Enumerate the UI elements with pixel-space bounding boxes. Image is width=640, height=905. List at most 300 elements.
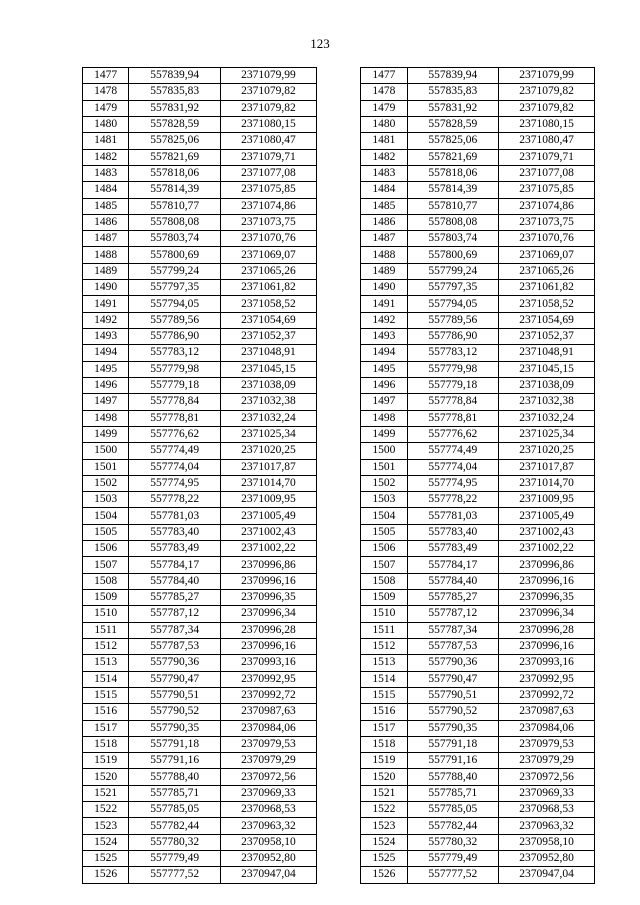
column-gap <box>316 867 360 883</box>
table-row <box>83 785 595 801</box>
y-coordinate-cell: 2371009,95 <box>499 492 595 508</box>
y-coordinate-cell: 2371074,86 <box>221 198 317 214</box>
y-coordinate-cell: 2371061,82 <box>221 280 317 296</box>
column-gap <box>316 606 360 622</box>
point-number-cell: 1499 <box>361 426 407 442</box>
y-coordinate-cell: 2370972,56 <box>499 769 595 785</box>
y-coordinate-cell: 2371074,86 <box>499 198 595 214</box>
y-coordinate-cell: 2370993,16 <box>499 655 595 671</box>
y-coordinate-cell: 2371075,85 <box>221 182 317 198</box>
table-row <box>83 687 595 703</box>
x-coordinate-cell: 557786,90 <box>407 329 499 345</box>
column-gap <box>316 377 360 393</box>
x-coordinate-cell: 557825,06 <box>407 133 499 149</box>
point-number-cell: 1517 <box>83 720 129 736</box>
y-coordinate-cell: 2370987,63 <box>499 704 595 720</box>
point-number-cell: 1480 <box>83 116 129 132</box>
point-number-cell: 1499 <box>83 426 129 442</box>
table-row <box>83 753 595 769</box>
y-coordinate-cell: 2370984,06 <box>221 720 317 736</box>
column-gap <box>316 280 360 296</box>
x-coordinate-cell: 557839,94 <box>407 68 499 84</box>
x-coordinate-cell: 557774,49 <box>407 443 499 459</box>
x-coordinate-cell: 557808,08 <box>129 214 221 230</box>
point-number-cell: 1492 <box>361 312 407 328</box>
y-coordinate-cell: 2370979,29 <box>499 753 595 769</box>
point-number-cell: 1477 <box>83 68 129 84</box>
point-number-cell: 1520 <box>83 769 129 785</box>
point-number-cell: 1501 <box>361 459 407 475</box>
table-row <box>83 508 595 524</box>
y-coordinate-cell: 2371002,43 <box>221 524 317 540</box>
table-row <box>83 312 595 328</box>
point-number-cell: 1488 <box>361 247 407 263</box>
x-coordinate-cell: 557785,71 <box>407 785 499 801</box>
x-coordinate-cell: 557808,08 <box>407 214 499 230</box>
x-coordinate-cell: 557779,49 <box>129 851 221 867</box>
column-gap <box>316 68 360 84</box>
x-coordinate-cell: 557778,22 <box>129 492 221 508</box>
y-coordinate-cell: 2370979,29 <box>221 753 317 769</box>
column-gap <box>316 802 360 818</box>
y-coordinate-cell: 2370972,56 <box>221 769 317 785</box>
point-number-cell: 1487 <box>361 231 407 247</box>
column-gap <box>316 851 360 867</box>
column-gap <box>316 459 360 475</box>
column-gap <box>316 720 360 736</box>
table-row <box>83 443 595 459</box>
table-row <box>83 426 595 442</box>
point-number-cell: 1523 <box>83 818 129 834</box>
table-row <box>83 622 595 638</box>
point-number-cell: 1482 <box>83 149 129 165</box>
y-coordinate-cell: 2371045,15 <box>499 361 595 377</box>
y-coordinate-cell: 2371079,71 <box>221 149 317 165</box>
x-coordinate-cell: 557790,52 <box>129 704 221 720</box>
x-coordinate-cell: 557791,18 <box>129 736 221 752</box>
point-number-cell: 1511 <box>361 622 407 638</box>
point-number-cell: 1524 <box>83 834 129 850</box>
point-number-cell: 1493 <box>83 329 129 345</box>
x-coordinate-cell: 557799,24 <box>129 263 221 279</box>
table-row <box>83 720 595 736</box>
x-coordinate-cell: 557790,52 <box>407 704 499 720</box>
y-coordinate-cell: 2371080,47 <box>499 133 595 149</box>
x-coordinate-cell: 557778,81 <box>129 410 221 426</box>
point-number-cell: 1489 <box>83 263 129 279</box>
x-coordinate-cell: 557821,69 <box>407 149 499 165</box>
y-coordinate-cell: 2370996,16 <box>499 638 595 654</box>
y-coordinate-cell: 2371048,91 <box>221 345 317 361</box>
table-row <box>83 524 595 540</box>
x-coordinate-cell: 557790,51 <box>407 687 499 703</box>
point-number-cell: 1494 <box>83 345 129 361</box>
coordinates-table <box>82 67 595 884</box>
x-coordinate-cell: 557781,03 <box>129 508 221 524</box>
y-coordinate-cell: 2371069,07 <box>499 247 595 263</box>
x-coordinate-cell: 557782,44 <box>129 818 221 834</box>
x-coordinate-cell: 557774,95 <box>407 475 499 491</box>
table-row <box>83 459 595 475</box>
x-coordinate-cell: 557814,39 <box>407 182 499 198</box>
y-coordinate-cell: 2370979,53 <box>499 736 595 752</box>
table-row <box>83 573 595 589</box>
point-number-cell: 1503 <box>361 492 407 508</box>
point-number-cell: 1521 <box>361 785 407 801</box>
column-gap <box>316 394 360 410</box>
point-number-cell: 1509 <box>361 590 407 606</box>
point-number-cell: 1481 <box>361 133 407 149</box>
x-coordinate-cell: 557828,59 <box>129 116 221 132</box>
table-row <box>83 182 595 198</box>
x-coordinate-cell: 557781,03 <box>407 508 499 524</box>
x-coordinate-cell: 557790,35 <box>407 720 499 736</box>
x-coordinate-cell: 557785,27 <box>407 590 499 606</box>
table-row <box>83 557 595 573</box>
table-row <box>83 394 595 410</box>
page-number: 123 <box>310 36 330 51</box>
column-gap <box>316 655 360 671</box>
y-coordinate-cell: 2370979,53 <box>221 736 317 752</box>
x-coordinate-cell: 557799,24 <box>407 263 499 279</box>
y-coordinate-cell: 2371014,70 <box>499 475 595 491</box>
y-coordinate-cell: 2371079,82 <box>499 100 595 116</box>
x-coordinate-cell: 557780,32 <box>129 834 221 850</box>
column-gap <box>316 687 360 703</box>
table-row <box>83 851 595 867</box>
table-row <box>83 84 595 100</box>
y-coordinate-cell: 2370996,35 <box>221 590 317 606</box>
x-coordinate-cell: 557787,53 <box>129 638 221 654</box>
point-number-cell: 1506 <box>83 541 129 557</box>
table-row <box>83 263 595 279</box>
x-coordinate-cell: 557787,34 <box>129 622 221 638</box>
y-coordinate-cell: 2371077,08 <box>499 165 595 181</box>
x-coordinate-cell: 557776,62 <box>407 426 499 442</box>
y-coordinate-cell: 2371077,08 <box>221 165 317 181</box>
x-coordinate-cell: 557821,69 <box>129 149 221 165</box>
y-coordinate-cell: 2371079,82 <box>221 100 317 116</box>
x-coordinate-cell: 557825,06 <box>129 133 221 149</box>
column-gap <box>316 736 360 752</box>
y-coordinate-cell: 2371052,37 <box>221 329 317 345</box>
point-number-cell: 1483 <box>83 165 129 181</box>
table-row <box>83 280 595 296</box>
table-row <box>83 116 595 132</box>
y-coordinate-cell: 2370992,95 <box>221 671 317 687</box>
x-coordinate-cell: 557785,71 <box>129 785 221 801</box>
table-row <box>83 296 595 312</box>
table-row <box>83 214 595 230</box>
y-coordinate-cell: 2371079,71 <box>499 149 595 165</box>
y-coordinate-cell: 2371069,07 <box>221 247 317 263</box>
column-gap <box>316 622 360 638</box>
y-coordinate-cell: 2370996,28 <box>221 622 317 638</box>
column-gap <box>316 704 360 720</box>
table-row <box>83 867 595 883</box>
x-coordinate-cell: 557803,74 <box>407 231 499 247</box>
column-gap <box>316 769 360 785</box>
coordinates-table-body <box>83 68 595 884</box>
x-coordinate-cell: 557800,69 <box>129 247 221 263</box>
x-coordinate-cell: 557776,62 <box>129 426 221 442</box>
y-coordinate-cell: 2370958,10 <box>221 834 317 850</box>
y-coordinate-cell: 2370996,34 <box>499 606 595 622</box>
x-coordinate-cell: 557788,40 <box>129 769 221 785</box>
y-coordinate-cell: 2371005,49 <box>221 508 317 524</box>
y-coordinate-cell: 2370952,80 <box>499 851 595 867</box>
point-number-cell: 1513 <box>361 655 407 671</box>
y-coordinate-cell: 2370969,33 <box>499 785 595 801</box>
point-number-cell: 1496 <box>361 377 407 393</box>
x-coordinate-cell: 557818,06 <box>407 165 499 181</box>
x-coordinate-cell: 557783,12 <box>129 345 221 361</box>
y-coordinate-cell: 2371065,26 <box>221 263 317 279</box>
y-coordinate-cell: 2371079,82 <box>499 84 595 100</box>
x-coordinate-cell: 557784,40 <box>407 573 499 589</box>
y-coordinate-cell: 2371038,09 <box>221 377 317 393</box>
table-row <box>83 165 595 181</box>
column-gap <box>316 410 360 426</box>
x-coordinate-cell: 557818,06 <box>129 165 221 181</box>
x-coordinate-cell: 557780,32 <box>407 834 499 850</box>
column-gap <box>316 443 360 459</box>
column-gap <box>316 149 360 165</box>
y-coordinate-cell: 2371032,24 <box>499 410 595 426</box>
y-coordinate-cell: 2371038,09 <box>499 377 595 393</box>
x-coordinate-cell: 557787,53 <box>407 638 499 654</box>
x-coordinate-cell: 557789,56 <box>407 312 499 328</box>
point-number-cell: 1510 <box>83 606 129 622</box>
table-row <box>83 606 595 622</box>
x-coordinate-cell: 557789,56 <box>129 312 221 328</box>
y-coordinate-cell: 2370996,28 <box>499 622 595 638</box>
point-number-cell: 1522 <box>361 802 407 818</box>
y-coordinate-cell: 2371079,99 <box>499 68 595 84</box>
x-coordinate-cell: 557791,16 <box>407 753 499 769</box>
point-number-cell: 1526 <box>83 867 129 883</box>
x-coordinate-cell: 557786,90 <box>129 329 221 345</box>
point-number-cell: 1518 <box>361 736 407 752</box>
y-coordinate-cell: 2370996,86 <box>221 557 317 573</box>
point-number-cell: 1500 <box>361 443 407 459</box>
point-number-cell: 1519 <box>83 753 129 769</box>
column-gap <box>316 818 360 834</box>
point-number-cell: 1497 <box>361 394 407 410</box>
y-coordinate-cell: 2370992,95 <box>499 671 595 687</box>
point-number-cell: 1482 <box>361 149 407 165</box>
column-gap <box>316 753 360 769</box>
x-coordinate-cell: 557810,77 <box>407 198 499 214</box>
table-row <box>83 133 595 149</box>
column-gap <box>316 329 360 345</box>
x-coordinate-cell: 557774,04 <box>129 459 221 475</box>
point-number-cell: 1505 <box>83 524 129 540</box>
x-coordinate-cell: 557797,35 <box>407 280 499 296</box>
x-coordinate-cell: 557782,44 <box>407 818 499 834</box>
y-coordinate-cell: 2371052,37 <box>499 329 595 345</box>
x-coordinate-cell: 557814,39 <box>129 182 221 198</box>
y-coordinate-cell: 2371080,15 <box>221 116 317 132</box>
x-coordinate-cell: 557778,84 <box>407 394 499 410</box>
y-coordinate-cell: 2371002,22 <box>499 541 595 557</box>
y-coordinate-cell: 2371032,38 <box>499 394 595 410</box>
point-number-cell: 1489 <box>361 263 407 279</box>
y-coordinate-cell: 2370996,86 <box>499 557 595 573</box>
x-coordinate-cell: 557778,81 <box>407 410 499 426</box>
point-number-cell: 1520 <box>361 769 407 785</box>
column-gap <box>316 100 360 116</box>
y-coordinate-cell: 2370996,16 <box>499 573 595 589</box>
x-coordinate-cell: 557779,98 <box>407 361 499 377</box>
y-coordinate-cell: 2371054,69 <box>221 312 317 328</box>
x-coordinate-cell: 557810,77 <box>129 198 221 214</box>
point-number-cell: 1491 <box>361 296 407 312</box>
point-number-cell: 1486 <box>83 214 129 230</box>
y-coordinate-cell: 2371058,52 <box>221 296 317 312</box>
y-coordinate-cell: 2371005,49 <box>499 508 595 524</box>
x-coordinate-cell: 557790,47 <box>407 671 499 687</box>
y-coordinate-cell: 2370968,53 <box>221 802 317 818</box>
table-row <box>83 802 595 818</box>
x-coordinate-cell: 557779,49 <box>407 851 499 867</box>
y-coordinate-cell: 2371075,85 <box>499 182 595 198</box>
table-row <box>83 247 595 263</box>
point-number-cell: 1516 <box>361 704 407 720</box>
point-number-cell: 1484 <box>83 182 129 198</box>
table-row <box>83 541 595 557</box>
point-number-cell: 1483 <box>361 165 407 181</box>
y-coordinate-cell: 2371017,87 <box>221 459 317 475</box>
y-coordinate-cell: 2370996,16 <box>221 638 317 654</box>
x-coordinate-cell: 557839,94 <box>129 68 221 84</box>
y-coordinate-cell: 2370963,32 <box>221 818 317 834</box>
x-coordinate-cell: 557794,05 <box>407 296 499 312</box>
column-gap <box>316 214 360 230</box>
point-number-cell: 1490 <box>83 280 129 296</box>
column-gap <box>316 116 360 132</box>
point-number-cell: 1498 <box>361 410 407 426</box>
point-number-cell: 1523 <box>361 818 407 834</box>
y-coordinate-cell: 2371061,82 <box>499 280 595 296</box>
y-coordinate-cell: 2370958,10 <box>499 834 595 850</box>
x-coordinate-cell: 557797,35 <box>129 280 221 296</box>
point-number-cell: 1490 <box>361 280 407 296</box>
x-coordinate-cell: 557788,40 <box>407 769 499 785</box>
column-gap <box>316 198 360 214</box>
x-coordinate-cell: 557790,36 <box>407 655 499 671</box>
point-number-cell: 1522 <box>83 802 129 818</box>
y-coordinate-cell: 2371002,22 <box>221 541 317 557</box>
point-number-cell: 1477 <box>361 68 407 84</box>
x-coordinate-cell: 557783,40 <box>129 524 221 540</box>
table-row <box>83 834 595 850</box>
point-number-cell: 1488 <box>83 247 129 263</box>
table-row <box>83 704 595 720</box>
column-gap <box>316 182 360 198</box>
column-gap <box>316 785 360 801</box>
x-coordinate-cell: 557790,47 <box>129 671 221 687</box>
point-number-cell: 1512 <box>83 638 129 654</box>
x-coordinate-cell: 557774,95 <box>129 475 221 491</box>
point-number-cell: 1512 <box>361 638 407 654</box>
point-number-cell: 1513 <box>83 655 129 671</box>
x-coordinate-cell: 557785,05 <box>407 802 499 818</box>
point-number-cell: 1503 <box>83 492 129 508</box>
point-number-cell: 1518 <box>83 736 129 752</box>
point-number-cell: 1514 <box>83 671 129 687</box>
point-number-cell: 1514 <box>361 671 407 687</box>
x-coordinate-cell: 557779,18 <box>129 377 221 393</box>
x-coordinate-cell: 557785,27 <box>129 590 221 606</box>
table-row <box>83 345 595 361</box>
y-coordinate-cell: 2371025,34 <box>499 426 595 442</box>
x-coordinate-cell: 557790,36 <box>129 655 221 671</box>
point-number-cell: 1506 <box>361 541 407 557</box>
point-number-cell: 1491 <box>83 296 129 312</box>
column-gap <box>316 834 360 850</box>
y-coordinate-cell: 2370992,72 <box>499 687 595 703</box>
y-coordinate-cell: 2370969,33 <box>221 785 317 801</box>
column-gap <box>316 557 360 573</box>
table-row <box>83 361 595 377</box>
table-row <box>83 655 595 671</box>
x-coordinate-cell: 557803,74 <box>129 231 221 247</box>
table-row <box>83 492 595 508</box>
point-number-cell: 1509 <box>83 590 129 606</box>
y-coordinate-cell: 2371032,24 <box>221 410 317 426</box>
column-gap <box>316 345 360 361</box>
point-number-cell: 1486 <box>361 214 407 230</box>
y-coordinate-cell: 2371017,87 <box>499 459 595 475</box>
column-gap <box>316 573 360 589</box>
table-row <box>83 100 595 116</box>
column-gap <box>316 247 360 263</box>
y-coordinate-cell: 2371048,91 <box>499 345 595 361</box>
y-coordinate-cell: 2371065,26 <box>499 263 595 279</box>
y-coordinate-cell: 2370963,32 <box>499 818 595 834</box>
table-row <box>83 329 595 345</box>
point-number-cell: 1504 <box>83 508 129 524</box>
point-number-cell: 1485 <box>83 198 129 214</box>
x-coordinate-cell: 557787,12 <box>407 606 499 622</box>
y-coordinate-cell: 2371073,75 <box>499 214 595 230</box>
y-coordinate-cell: 2370947,04 <box>221 867 317 883</box>
point-number-cell: 1481 <box>83 133 129 149</box>
column-gap <box>316 426 360 442</box>
x-coordinate-cell: 557777,52 <box>129 867 221 883</box>
table-row <box>83 736 595 752</box>
point-number-cell: 1500 <box>83 443 129 459</box>
point-number-cell: 1493 <box>361 329 407 345</box>
column-gap <box>316 524 360 540</box>
point-number-cell: 1525 <box>361 851 407 867</box>
table-row <box>83 198 595 214</box>
y-coordinate-cell: 2371009,95 <box>221 492 317 508</box>
x-coordinate-cell: 557778,84 <box>129 394 221 410</box>
y-coordinate-cell: 2371080,15 <box>499 116 595 132</box>
table-row <box>83 671 595 687</box>
point-number-cell: 1507 <box>361 557 407 573</box>
y-coordinate-cell: 2370996,35 <box>499 590 595 606</box>
column-gap <box>316 671 360 687</box>
point-number-cell: 1478 <box>361 84 407 100</box>
x-coordinate-cell: 557835,83 <box>407 84 499 100</box>
point-number-cell: 1521 <box>83 785 129 801</box>
point-number-cell: 1525 <box>83 851 129 867</box>
y-coordinate-cell: 2371020,25 <box>221 443 317 459</box>
point-number-cell: 1484 <box>361 182 407 198</box>
